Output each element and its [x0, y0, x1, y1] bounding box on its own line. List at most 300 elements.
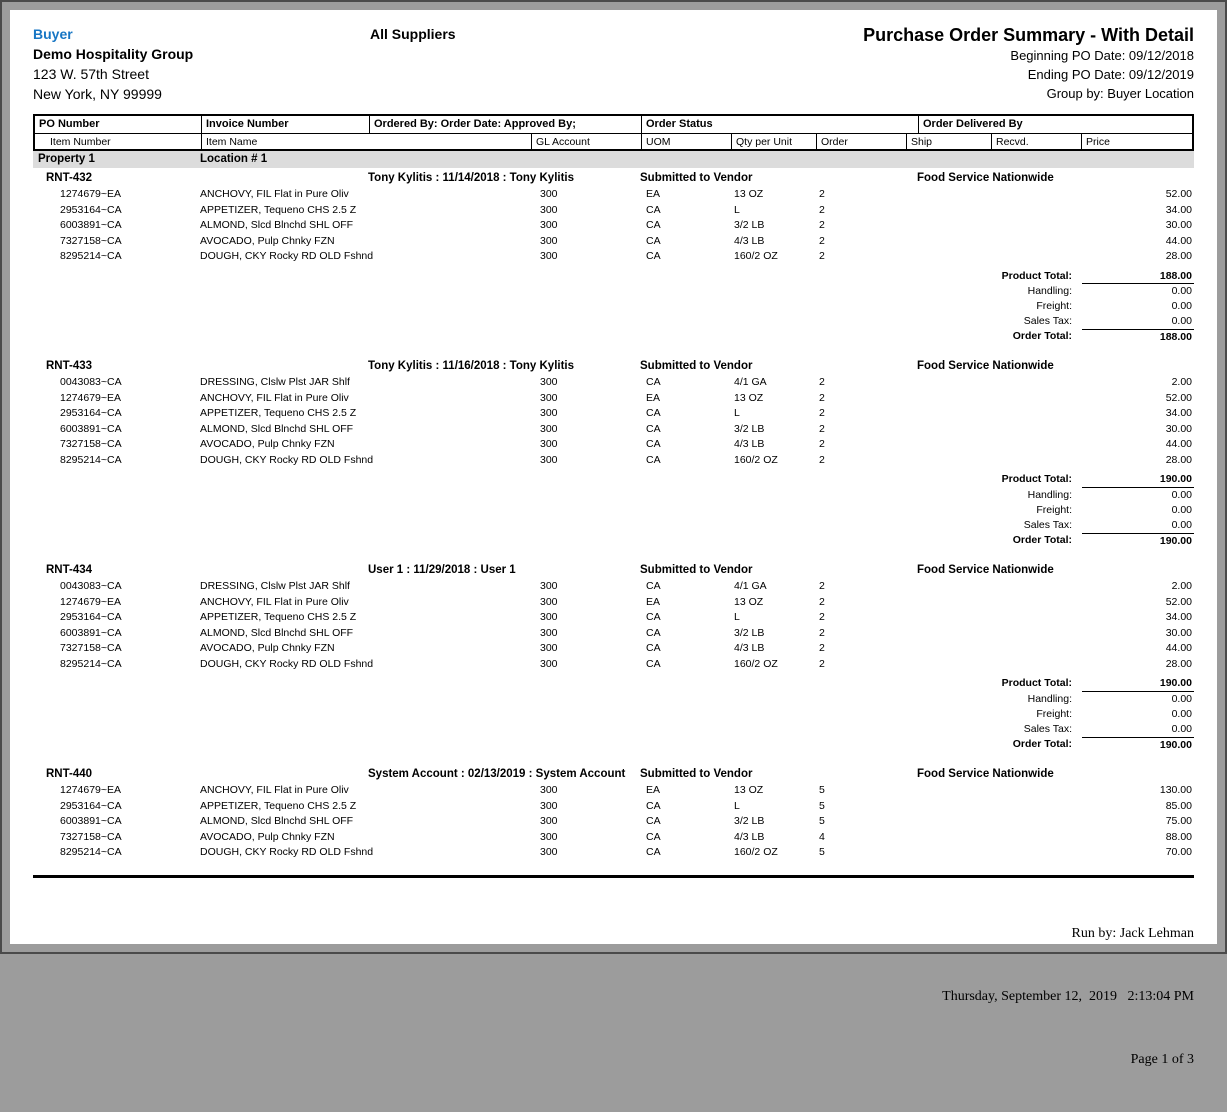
col-header-price: Price: [1086, 136, 1110, 148]
gl-account: 300: [540, 438, 558, 451]
price: 75.00: [1165, 815, 1192, 828]
item-row: [33, 187, 1194, 203]
table-header-row-2: [35, 134, 1192, 149]
recvd-qty: [990, 203, 1080, 219]
uom: CA: [646, 376, 661, 389]
recvd-qty: [990, 610, 1080, 626]
item-name: DOUGH, CKY Rocky RD OLD Fshnd: [200, 846, 374, 859]
uom: CA: [646, 642, 661, 655]
order-qty: 2: [819, 642, 825, 655]
order-qty: 4: [819, 830, 825, 843]
item-row: [33, 218, 1194, 234]
item-row: [33, 406, 1194, 422]
table-header-row-1: [35, 116, 1192, 134]
item-number: 6003891~CA: [60, 815, 122, 828]
price: 88.00: [1165, 830, 1192, 843]
item-row: [33, 579, 1194, 595]
item-row: [33, 234, 1194, 250]
recvd-qty: [990, 814, 1080, 830]
item-name: ALMOND, Slcd Blnchd SHL OFF: [200, 815, 354, 828]
report-page: [10, 10, 1217, 1067]
recvd-qty: [990, 579, 1080, 595]
ship-qty: [905, 249, 990, 265]
qty-per-unit: 13 OZ: [734, 188, 764, 200]
recvd-qty: [990, 845, 1080, 861]
order-qty: 2: [819, 407, 825, 420]
order-qty: 2: [819, 188, 825, 200]
qty-per-unit: 13 OZ: [734, 784, 764, 797]
order-qty: 5: [819, 784, 825, 797]
recvd-qty: [990, 595, 1080, 611]
qty-per-unit: L: [734, 407, 740, 420]
qty-per-unit: L: [734, 611, 740, 624]
price: 34.00: [1165, 203, 1192, 216]
price: 44.00: [1165, 438, 1192, 451]
order-qty: 2: [819, 250, 825, 262]
price: 28.00: [1165, 657, 1192, 670]
handling-value: 0.00: [1171, 284, 1192, 297]
recvd-qty: [990, 218, 1080, 234]
order-totals: [33, 269, 1194, 345]
ship-qty: [905, 610, 990, 626]
ship-qty: [905, 406, 990, 422]
total-row: [33, 299, 1194, 314]
order-qty: 2: [819, 580, 825, 593]
item-name: ANCHOVY, FIL Flat in Pure Oliv: [200, 784, 349, 797]
qty-per-unit: 160/2 OZ: [734, 250, 778, 262]
item-name: ALMOND, Slcd Blnchd SHL OFF: [200, 422, 354, 435]
qty-per-unit: 3/2 LB: [734, 422, 765, 435]
report-footer: [33, 881, 1194, 1112]
gl-account: 300: [540, 799, 558, 812]
item-number: 7327158~CA: [60, 830, 122, 843]
order-qty: 2: [819, 595, 825, 608]
order-delivered-by: Food Service Nationwide: [917, 360, 1054, 373]
order-total-label: Order Total:: [1012, 534, 1072, 547]
item-row: [33, 203, 1194, 219]
product-total-label: Product Total:: [1001, 269, 1072, 282]
gl-account: 300: [540, 250, 558, 262]
item-number: 7327158~CA: [60, 642, 122, 655]
gl-account: 300: [540, 595, 558, 608]
item-name: DOUGH, CKY Rocky RD OLD Fshnd: [200, 250, 374, 262]
price: 30.00: [1165, 219, 1192, 231]
freight-label: Freight:: [1036, 299, 1072, 312]
gl-account: 300: [540, 657, 558, 670]
price: 70.00: [1165, 846, 1192, 859]
uom: CA: [646, 846, 661, 859]
uom: CA: [646, 611, 661, 624]
item-number: 1274679~EA: [60, 784, 122, 797]
ordered-by: User 1 : 11/29/2018 : User 1: [368, 564, 516, 577]
order-qty: 2: [819, 203, 825, 216]
sales-tax-label: Sales Tax:: [1023, 315, 1072, 328]
item-name: DOUGH, CKY Rocky RD OLD Fshnd: [200, 657, 374, 670]
ship-qty: [905, 234, 990, 250]
sales-tax-label: Sales Tax:: [1023, 722, 1072, 735]
gl-account: 300: [540, 815, 558, 828]
col-header-order: Order: [817, 134, 907, 149]
gl-account: 300: [540, 784, 558, 797]
uom: EA: [646, 595, 661, 608]
ship-qty: [905, 626, 990, 642]
uom: CA: [646, 438, 661, 451]
price: 30.00: [1165, 626, 1192, 639]
qty-per-unit: 160/2 OZ: [734, 846, 778, 859]
buyer-label: Buyer: [33, 26, 73, 42]
po-number: RNT-434: [46, 564, 93, 577]
ship-qty: [905, 783, 990, 799]
order-totals: [33, 472, 1194, 548]
order-qty: 2: [819, 453, 825, 466]
price: 85.00: [1165, 799, 1192, 812]
ordered-by: Tony Kylitis : 11/16/2018 : Tony Kylitis: [368, 360, 575, 373]
gl-account: 300: [540, 626, 558, 639]
qty-per-unit: 4/3 LB: [734, 830, 765, 843]
order-qty: 2: [819, 376, 825, 389]
ending-po-date: Ending PO Date: 09/12/2019: [1027, 67, 1194, 82]
total-row: [33, 518, 1194, 533]
ship-qty: [905, 641, 990, 657]
ship-qty: [905, 203, 990, 219]
gl-account: 300: [540, 391, 558, 404]
item-name: AVOCADO, Pulp Chnky FZN: [200, 830, 335, 843]
item-name: DRESSING, Clslw Plst JAR Shlf: [200, 580, 350, 593]
total-row: [33, 707, 1194, 722]
ship-qty: [905, 830, 990, 846]
item-name: AVOCADO, Pulp Chnky FZN: [200, 642, 335, 655]
price: 52.00: [1165, 188, 1192, 200]
item-number: 6003891~CA: [60, 422, 122, 435]
total-row: [33, 503, 1194, 518]
item-row: [33, 799, 1194, 815]
item-row: [33, 610, 1194, 626]
order-group: [33, 766, 1194, 861]
item-number: 2953164~CA: [60, 407, 122, 420]
item-number: 8295214~CA: [60, 846, 122, 859]
ship-qty: [905, 579, 990, 595]
total-row: [33, 284, 1194, 299]
gl-account: 300: [540, 580, 558, 593]
item-name: APPETIZER, Tequeno CHS 2.5 Z: [200, 407, 357, 420]
order-total-label: Order Total:: [1012, 330, 1072, 343]
col-header-gl-account: GL Account: [532, 134, 642, 149]
qty-per-unit: 3/2 LB: [734, 626, 765, 639]
report-title: Purchase Order Summary - With Detail: [863, 25, 1194, 45]
recvd-qty: [990, 406, 1080, 422]
recvd-qty: [990, 626, 1080, 642]
po-number: RNT-440: [46, 768, 93, 781]
sales-tax-label: Sales Tax:: [1023, 519, 1072, 531]
order-group: [33, 170, 1194, 344]
qty-per-unit: 4/3 LB: [734, 642, 765, 655]
order-qty: 5: [819, 799, 825, 812]
item-name: APPETIZER, Tequeno CHS 2.5 Z: [200, 799, 357, 812]
recvd-qty: [990, 422, 1080, 438]
freight-value: 0.00: [1171, 299, 1192, 312]
total-row: [33, 676, 1194, 691]
item-name: AVOCADO, Pulp Chnky FZN: [200, 438, 335, 451]
order-group-header: [33, 766, 1194, 783]
recvd-qty: [990, 234, 1080, 250]
gl-account: 300: [540, 376, 558, 389]
item-name: ALMOND, Slcd Blnchd SHL OFF: [200, 219, 354, 231]
total-row: [33, 269, 1194, 284]
price: 44.00: [1165, 642, 1192, 655]
item-row: [33, 657, 1194, 673]
order-items: [33, 783, 1194, 861]
report-header: [33, 25, 1194, 104]
qty-per-unit: 4/1 GA: [734, 376, 767, 389]
item-name: AVOCADO, Pulp Chnky FZN: [200, 234, 335, 247]
recvd-qty: [990, 375, 1080, 391]
qty-per-unit: 160/2 OZ: [734, 657, 778, 670]
product-total-value: 190.00: [1082, 472, 1194, 487]
total-row: [33, 472, 1194, 487]
item-number: 0043083~CA: [60, 376, 122, 389]
address-line-1: 123 W. 57th Street: [33, 66, 149, 82]
price: 28.00: [1165, 453, 1192, 466]
report-meta-block: [849, 25, 1194, 104]
ship-qty: [905, 391, 990, 407]
product-total-label: Product Total:: [1001, 677, 1072, 690]
suppliers-scope: All Suppliers: [370, 26, 456, 42]
order-qty: 2: [819, 611, 825, 624]
beginning-po-date: Beginning PO Date: 09/12/2018: [1010, 48, 1194, 63]
uom: CA: [646, 580, 661, 593]
item-row: [33, 641, 1194, 657]
uom: CA: [646, 626, 661, 639]
order-items: [33, 579, 1194, 672]
order-status: Submitted to Vendor: [640, 564, 753, 577]
col-header-item-name: Item Name: [202, 134, 532, 149]
order-qty: 2: [819, 438, 825, 451]
freight-label: Freight:: [1036, 503, 1072, 516]
ship-qty: [905, 375, 990, 391]
col-header-order-status: Order Status: [642, 116, 919, 133]
order-totals: [33, 676, 1194, 752]
qty-per-unit: 13 OZ: [734, 391, 764, 404]
uom: CA: [646, 407, 661, 420]
ship-qty: [905, 218, 990, 234]
uom: CA: [646, 799, 661, 812]
item-number: 1274679~EA: [60, 188, 122, 200]
company-name: Demo Hospitality Group: [33, 46, 194, 62]
qty-per-unit: 3/2 LB: [734, 219, 765, 231]
order-qty: 2: [819, 219, 825, 231]
col-header-ship: Ship: [907, 134, 992, 149]
qty-per-unit: 160/2 OZ: [734, 453, 778, 466]
qty-per-unit: L: [734, 203, 740, 216]
handling-label: Handling:: [1027, 488, 1072, 501]
item-name: APPETIZER, Tequeno CHS 2.5 Z: [200, 203, 357, 216]
po-number: RNT-432: [46, 172, 93, 184]
uom: CA: [646, 219, 661, 231]
item-row: [33, 437, 1194, 453]
total-row: [33, 692, 1194, 707]
col-header-delivered-by: Order Delivered By: [923, 118, 1023, 130]
ordered-by: System Account : 02/13/2019 : System Account: [368, 768, 626, 781]
order-qty: 2: [819, 657, 825, 670]
col-header-item-number: Item Number: [35, 134, 202, 149]
sales-tax-value: 0.00: [1171, 519, 1192, 531]
footer-rule: [33, 875, 1194, 878]
gl-account: 300: [540, 219, 558, 231]
col-header-recvd: Recvd.: [992, 134, 1082, 149]
order-status: Submitted to Vendor: [640, 360, 753, 373]
qty-per-unit: L: [734, 799, 740, 812]
uom: EA: [646, 188, 661, 200]
order-qty: 5: [819, 846, 825, 859]
uom: CA: [646, 830, 661, 843]
uom: EA: [646, 391, 661, 404]
sales-tax-value: 0.00: [1171, 315, 1192, 328]
item-name: ANCHOVY, FIL Flat in Pure Oliv: [200, 391, 349, 404]
item-row: [33, 249, 1194, 265]
price: 30.00: [1165, 422, 1192, 435]
item-row: [33, 783, 1194, 799]
item-row: [33, 422, 1194, 438]
ship-qty: [905, 453, 990, 469]
uom: CA: [646, 234, 661, 247]
location-label: Location # 1: [200, 153, 268, 165]
uom: CA: [646, 657, 661, 670]
order-total-value: 190.00: [1082, 533, 1194, 548]
gl-account: 300: [540, 642, 558, 655]
product-total-label: Product Total:: [1001, 473, 1072, 486]
uom: CA: [646, 250, 661, 262]
order-group: [33, 562, 1194, 752]
price: 44.00: [1165, 234, 1192, 247]
qty-per-unit: 13 OZ: [734, 595, 764, 608]
item-number: 7327158~CA: [60, 438, 122, 451]
order-qty: 2: [819, 422, 825, 435]
gl-account: 300: [540, 453, 558, 466]
price: 2.00: [1171, 376, 1192, 389]
item-row: [33, 391, 1194, 407]
order-group-header: [33, 562, 1194, 579]
qty-per-unit: 4/3 LB: [734, 438, 765, 451]
ordered-by: Tony Kylitis : 11/14/2018 : Tony Kylitis: [368, 172, 575, 184]
gl-account: 300: [540, 611, 558, 624]
ship-qty: [905, 437, 990, 453]
gl-account: 300: [540, 407, 558, 420]
recvd-qty: [990, 453, 1080, 469]
property-label: Property 1: [38, 153, 95, 165]
recvd-qty: [990, 249, 1080, 265]
recvd-qty: [990, 783, 1080, 799]
order-group-header: [33, 170, 1194, 187]
order-group-header: [33, 358, 1194, 375]
total-row: [33, 329, 1194, 344]
order-qty: 5: [819, 815, 825, 828]
recvd-qty: [990, 391, 1080, 407]
item-row: [33, 595, 1194, 611]
order-group: [33, 358, 1194, 548]
price: 130.00: [1159, 784, 1192, 797]
freight-label: Freight:: [1036, 707, 1072, 720]
sales-tax-value: 0.00: [1171, 722, 1192, 735]
item-number: 2953164~CA: [60, 203, 122, 216]
table-header: [33, 114, 1194, 151]
order-status: Submitted to Vendor: [640, 768, 753, 781]
buyer-block: [33, 25, 370, 104]
order-qty: 2: [819, 626, 825, 639]
uom: CA: [646, 453, 661, 466]
total-row: [33, 314, 1194, 329]
item-name: ANCHOVY, FIL Flat in Pure Oliv: [200, 188, 349, 200]
ship-qty: [905, 595, 990, 611]
product-total-value: 188.00: [1082, 269, 1194, 284]
price: 34.00: [1165, 407, 1192, 420]
group-by: Group by: Buyer Location: [1046, 86, 1194, 101]
handling-value: 0.00: [1171, 488, 1192, 501]
total-row: [33, 533, 1194, 548]
item-number: 2953164~CA: [60, 611, 122, 624]
col-header-uom: UOM: [642, 134, 732, 149]
price: 2.00: [1171, 580, 1192, 593]
order-total-value: 190.00: [1082, 737, 1194, 752]
uom: CA: [646, 422, 661, 435]
ship-qty: [905, 657, 990, 673]
run-datetime: Thursday, September 12, 2019 2:13:04 PM: [942, 988, 1194, 1004]
col-header-ordered-by: Ordered By: Order Date: Approved By;: [370, 116, 642, 133]
item-row: [33, 830, 1194, 846]
order-total-value: 188.00: [1082, 329, 1194, 344]
price: 34.00: [1165, 611, 1192, 624]
item-number: 8295214~CA: [60, 657, 122, 670]
uom: CA: [646, 815, 661, 828]
recvd-qty: [990, 437, 1080, 453]
item-number: 0043083~CA: [60, 580, 122, 593]
freight-value: 0.00: [1171, 707, 1192, 720]
order-delivered-by: Food Service Nationwide: [917, 768, 1054, 781]
ship-qty: [905, 422, 990, 438]
page-number: Page 1 of 3: [1130, 1051, 1194, 1067]
ship-qty: [905, 187, 990, 203]
handling-value: 0.00: [1171, 692, 1192, 705]
gl-account: 300: [540, 188, 558, 200]
item-number: 7327158~CA: [60, 234, 122, 247]
uom: EA: [646, 784, 661, 797]
price: 52.00: [1165, 391, 1192, 404]
item-row: [33, 453, 1194, 469]
recvd-qty: [990, 657, 1080, 673]
recvd-qty: [990, 187, 1080, 203]
order-qty: 2: [819, 234, 825, 247]
handling-label: Handling:: [1027, 692, 1072, 705]
ship-qty: [905, 845, 990, 861]
ship-qty: [905, 799, 990, 815]
item-name: ALMOND, Slcd Blnchd SHL OFF: [200, 626, 354, 639]
item-row: [33, 626, 1194, 642]
ship-qty: [905, 814, 990, 830]
col-header-qty-per-unit: Qty per Unit: [732, 134, 817, 149]
address-line-2: New York, NY 99999: [33, 86, 162, 102]
item-number: 8295214~CA: [60, 250, 122, 262]
item-name: DOUGH, CKY Rocky RD OLD Fshnd: [200, 453, 374, 466]
item-name: DRESSING, Clslw Plst JAR Shlf: [200, 376, 350, 389]
col-header-invoice-number: Invoice Number: [202, 116, 370, 133]
order-delivered-by: Food Service Nationwide: [917, 172, 1054, 184]
uom: CA: [646, 203, 661, 216]
item-number: 6003891~CA: [60, 219, 122, 231]
order-items: [33, 187, 1194, 265]
group-band: [33, 151, 1194, 168]
total-row: [33, 488, 1194, 503]
recvd-qty: [990, 799, 1080, 815]
item-name: APPETIZER, Tequeno CHS 2.5 Z: [200, 611, 357, 624]
